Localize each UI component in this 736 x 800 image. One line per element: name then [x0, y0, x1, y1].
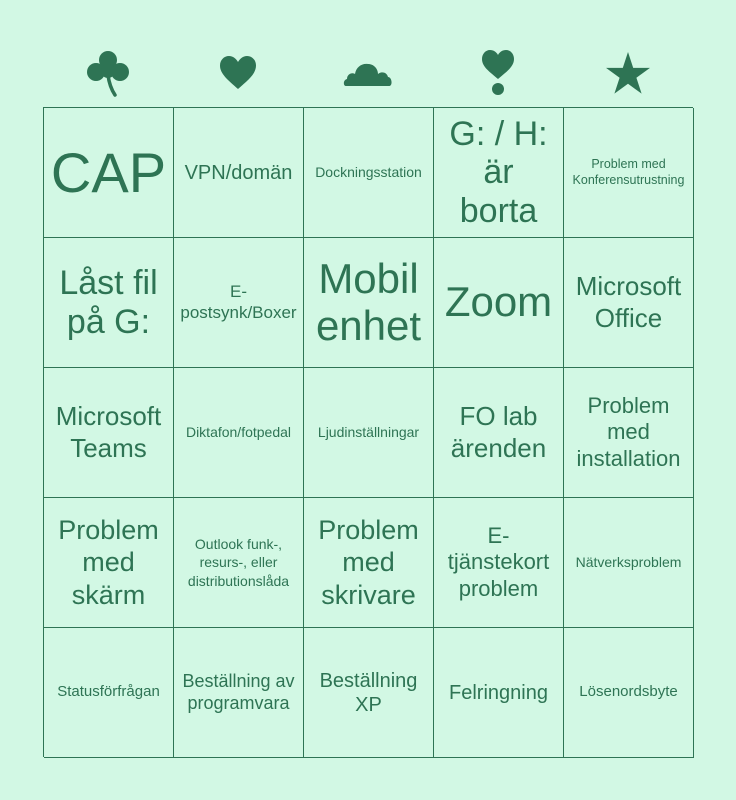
bingo-cell[interactable] — [564, 498, 694, 628]
bingo-cell-text: VPN/domän — [184, 161, 293, 184]
bingo-cell[interactable] — [564, 108, 694, 238]
bingo-cell-text: G: / H: är borta — [449, 115, 548, 230]
bingo-cell[interactable] — [564, 368, 694, 498]
header-column-2 — [173, 40, 303, 106]
bingo-cell-text: Ljudinställningar — [317, 424, 420, 441]
bingo-cell-text: Statusförfrågan — [57, 683, 160, 701]
bingo-cell-text: CAP — [50, 140, 167, 204]
bingo-header — [43, 40, 693, 106]
bingo-cell-text: Lösenordsbyte — [579, 683, 678, 701]
bingo-cell[interactable] — [304, 368, 434, 498]
header-column-5 — [563, 40, 693, 106]
bingo-cell[interactable] — [174, 498, 304, 628]
header-column-1 — [43, 40, 173, 106]
bingo-cell[interactable] — [564, 628, 694, 758]
bingo-cell-text: Microsoft Office — [575, 271, 682, 333]
clover-icon — [85, 49, 131, 97]
bingo-cell-text: Nätverksproblem — [575, 554, 682, 571]
heart-icon — [220, 56, 256, 90]
bingo-cell-text: Dockningsstation — [315, 164, 422, 181]
bingo-cell[interactable] — [304, 108, 434, 238]
floral-heart-icon — [482, 50, 514, 96]
bingo-cell-text: Felringning — [449, 681, 548, 704]
bingo-cell[interactable] — [174, 238, 304, 368]
bingo-cell[interactable] — [434, 368, 564, 498]
bingo-cell-text: Outlook funk-, resurs-, eller distributionslåda — [187, 536, 290, 589]
bingo-cell[interactable] — [564, 238, 694, 368]
star-icon — [606, 52, 650, 94]
bingo-cell[interactable] — [434, 108, 564, 238]
bingo-cell-text: E-postsynk/Boxer — [180, 282, 297, 322]
bingo-cell[interactable] — [44, 628, 174, 758]
bingo-cell[interactable] — [174, 108, 304, 238]
bingo-board — [43, 107, 693, 757]
bingo-cell[interactable] — [174, 368, 304, 498]
bingo-cell[interactable] — [434, 498, 564, 628]
bingo-cell[interactable] — [304, 238, 434, 368]
bingo-cell-text: Mobil enhet — [315, 255, 422, 349]
bingo-cell[interactable] — [44, 498, 174, 628]
cloud-icon — [343, 59, 393, 87]
bingo-cell[interactable] — [44, 108, 174, 238]
header-column-3 — [303, 40, 433, 106]
bingo-cell[interactable] — [44, 238, 174, 368]
bingo-cell-text: Problem med skärm — [58, 514, 159, 610]
bingo-cell-text: Problem med Konferensutrustning — [572, 156, 685, 187]
bingo-cell[interactable] — [304, 498, 434, 628]
bingo-cell-text: E-tjänstekort problem — [447, 522, 550, 601]
bingo-cell[interactable] — [434, 238, 564, 368]
bingo-cell-text: Zoom — [444, 278, 553, 326]
bingo-cell[interactable] — [44, 368, 174, 498]
bingo-cell-text: Problem med installation — [576, 392, 681, 471]
bingo-cell[interactable] — [304, 628, 434, 758]
bingo-cell-text: Diktafon/fotpedal — [185, 424, 292, 441]
bingo-cell-text: Problem med skrivare — [318, 514, 419, 610]
header-column-4 — [433, 40, 563, 106]
bingo-cell-text: Låst fil på G: — [59, 264, 158, 341]
bingo-cell[interactable] — [174, 628, 304, 758]
bingo-cell-text: Beställning XP — [319, 669, 418, 716]
bingo-cell-text: FO lab ärenden — [450, 401, 547, 463]
bingo-cell-text: Microsoft Teams — [55, 401, 162, 463]
bingo-cell[interactable] — [434, 628, 564, 758]
bingo-cell-text: Beställning av programvara — [182, 670, 295, 713]
